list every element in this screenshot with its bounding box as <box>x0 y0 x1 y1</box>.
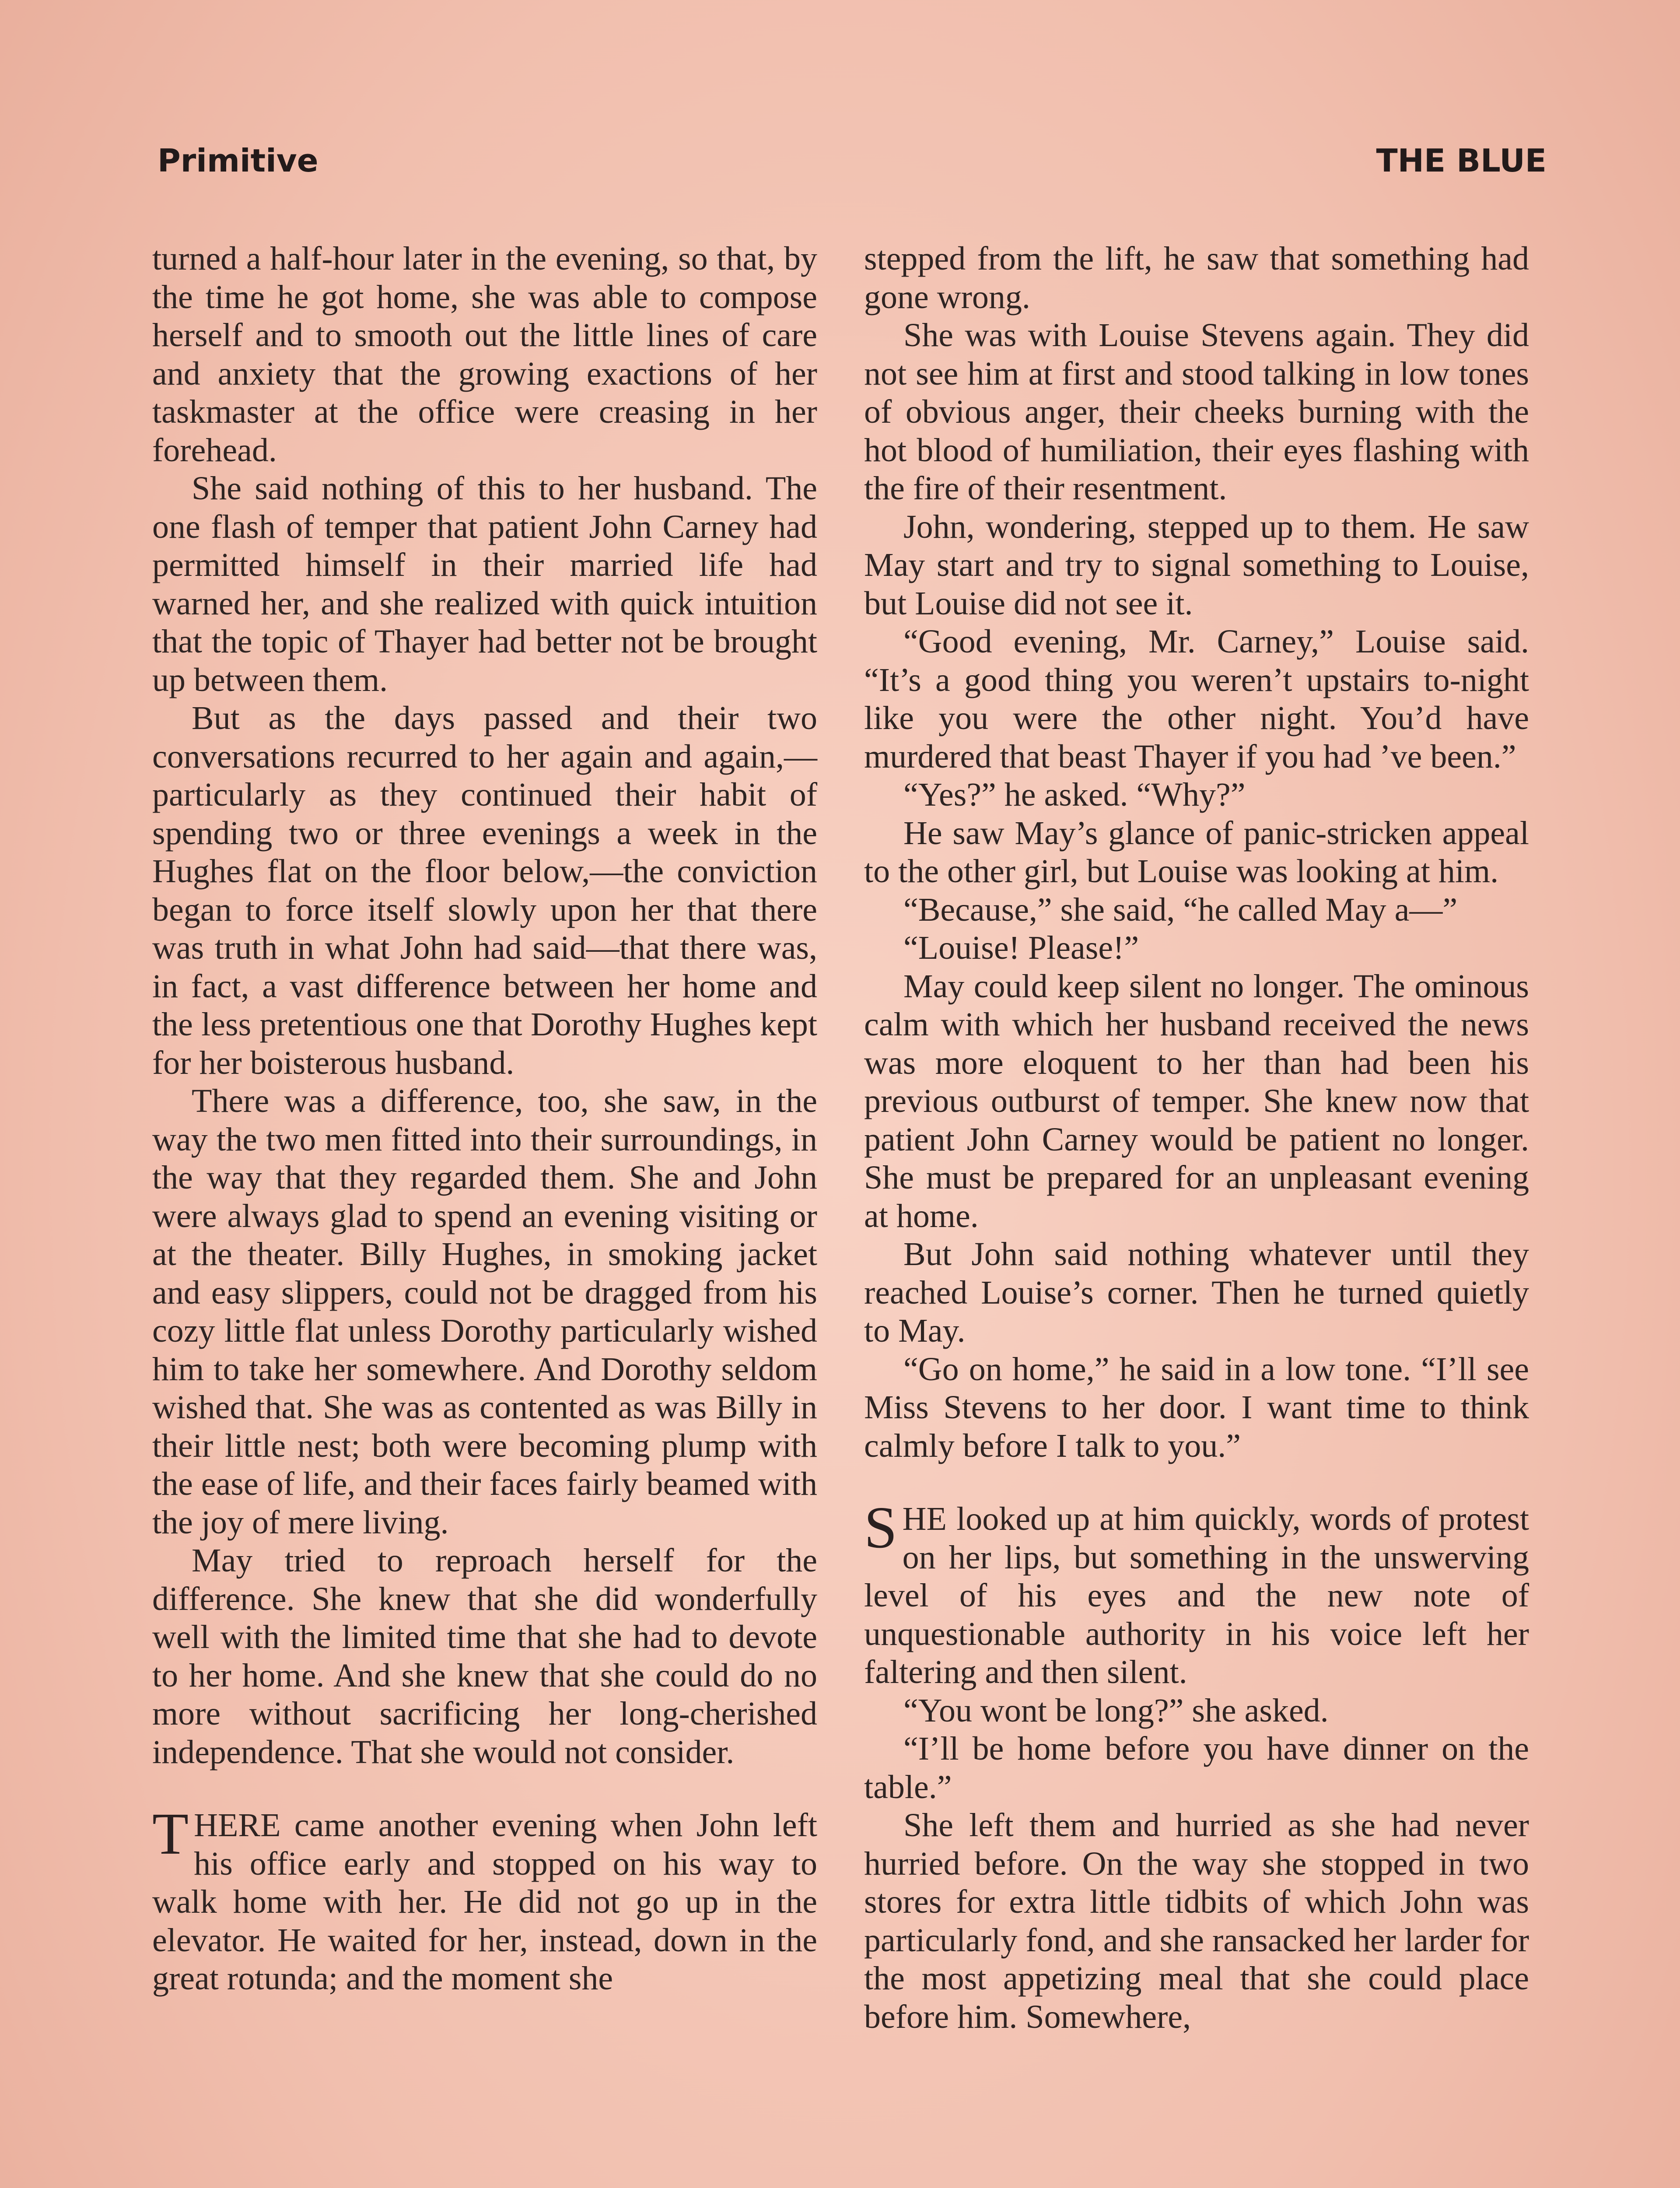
paragraph: turned a half-hour later in the evening, so that, by the time he got home, she was able to compose herself and to smooth out the little lines of care and anxiety that the growing exactions of her taskmaster at the office were creasing in her forehead. <box>152 240 817 469</box>
paragraph: But as the days passed and their two conversations recurred to her again and again,—particularly as they continued their habit of spending two or three evenings a week in the Hughes flat on the floor below,—the conviction began to force itself slowly upon her that there was truth in what John had said—that there was, in fact, a vast difference between her home and the less pretentious one that Dorothy Hughes kept for her boisterous husband. <box>152 700 817 1081</box>
header-left-title: Primitive <box>158 142 318 179</box>
paragraph: May tried to reproach herself for the difference. She knew that she did wonderfully well with the limited time that she had to devote to her home. And she knew that she could do no more without sacrificing her long-cherished independence. That she would not consider. <box>152 1542 817 1771</box>
paragraph: “You wont be long?” she asked. <box>903 1692 1329 1729</box>
paragraph: May could keep silent no longer. The ominous calm with which her husband received the news was more eloquent to her than had been his previous outburst of temper. She knew now that patient John Carney would be patient no longer. She must be prepared for an unpleasant evening at home. <box>864 968 1529 1234</box>
paragraph: “Good evening, Mr. Carney,” Louise said. “It’s a good thing you weren’t upstairs to-night like you were the other night. You’d have murdered that beast Thayer if you had ’ve been.” <box>864 623 1529 775</box>
paragraph: “Go on home,” he said in a low tone. “I’ll see Miss Stevens to her door. I want time to think calmly before I talk to you.” <box>864 1350 1529 1464</box>
section-opening-paragraph <box>152 1801 817 1998</box>
paragraph: “Yes?” he asked. “Why?” <box>903 776 1246 813</box>
paragraph: There was a difference, too, she saw, in the way the two men fitted into their surroundings, in the way that they regarded them. She and John were always glad to spend an evening visiting or at the theater. Billy Hughes, in smoking jacket and easy slippers, could not be dragged from his cozy little flat unless Dorothy particularly wished him to take her somewhere. And Dorothy seldom wished that. She was as contented as was Billy in their little nest; both were becoming plump with the ease of life, and their faces fairly beamed with the joy of mere living. <box>152 1083 817 1541</box>
running-header <box>158 142 1547 190</box>
drop-cap: T <box>152 1801 189 1867</box>
paragraph: But John said nothing whatever until they reached Louise’s corner. Then he turned quietly to May. <box>864 1236 1529 1349</box>
header-right-title: THE BLUE <box>1376 142 1547 179</box>
paragraph: She left them and hurried as she had never hurried before. On the way she stopped in two stores for extra little tidbits of which John was particularly fond, and she ransacked her larder for the most appetizing meal that she could place before him. Somewhere, <box>864 1807 1529 2035</box>
paragraph: She said nothing of this to her husband. The one flash of temper that patient John Carney had permitted himself in their married life had warned her, and she realized with quick intuition that the topic of Thayer had better not be brought up between them. <box>152 470 817 698</box>
paragraph: “I’ll be home before you have dinner on the table.” <box>864 1730 1529 1806</box>
paragraph: stepped from the lift, he saw that something had gone wrong. <box>864 240 1529 316</box>
paragraph: He saw May’s glance of panic-stricken appeal to the other girl, but Louise was looking at him. <box>864 814 1529 890</box>
paragraph: “Because,” she said, “he called May a—” <box>903 891 1458 928</box>
section-text: HERE came another evening when John left his office early and stopped on his way to walk home with her. He did not go up in the elevator. He waited for her, instead, down in the great rotunda; and the moment she <box>152 1807 817 1997</box>
section-opening-paragraph <box>864 1495 1529 1692</box>
paragraph: “Louise! Please!” <box>903 929 1139 966</box>
paragraph: John, wondering, stepped up to them. He saw May start and try to signal something to Louise, but Louise did not see it. <box>864 508 1529 622</box>
drop-cap: S <box>864 1495 897 1560</box>
section-text: HE looked up at him quickly, words of protest on her lips, but something in the unswerving level of his eyes and the new note of unquestionable authority in his voice left her faltering and then silent. <box>864 1501 1529 1690</box>
right-column <box>864 240 1529 2178</box>
left-column <box>152 240 817 2178</box>
paragraph: She was with Louise Stevens again. They did not see him at first and stood talking in low tones of obvious anger, their cheeks burning with the hot blood of humiliation, their eyes flashing with the fire of their resentment. <box>864 317 1529 507</box>
